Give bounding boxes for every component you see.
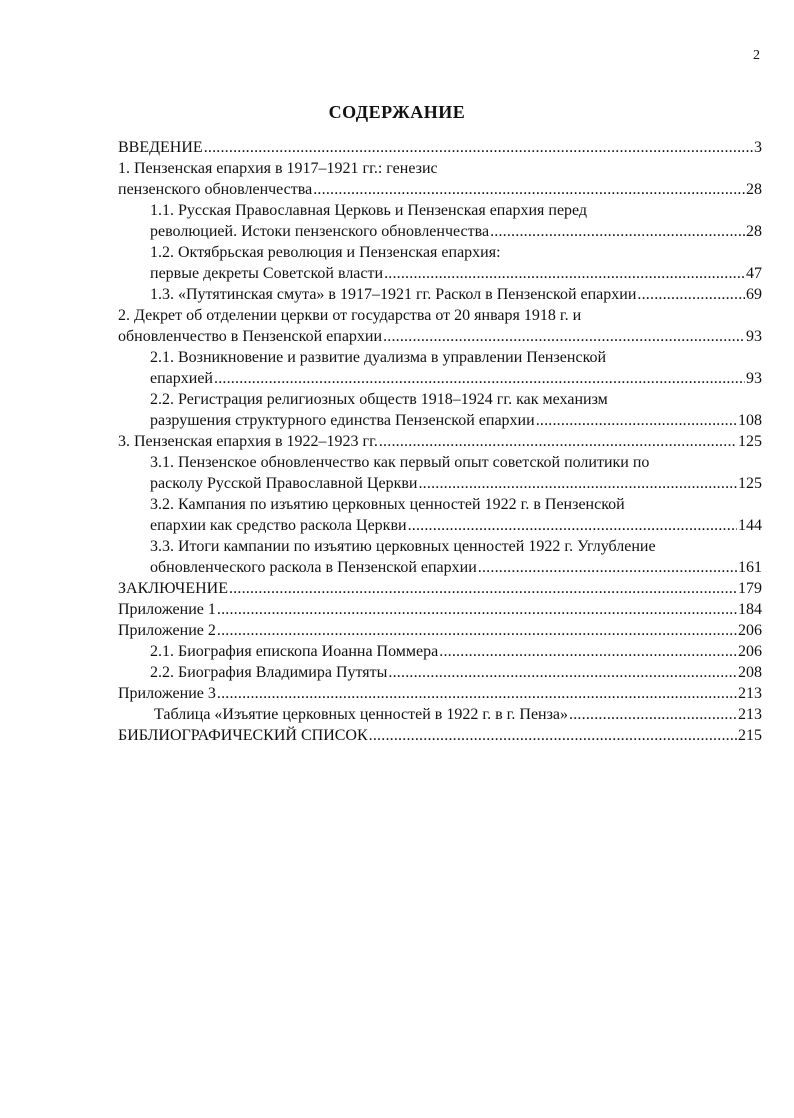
toc-entry-page-number: 93: [746, 370, 762, 387]
toc-entry[interactable]: [118, 725, 762, 746]
dot-leader: [379, 431, 737, 452]
toc-entry-title: Приложение 1: [118, 601, 216, 618]
toc-entry-title-line: 1.1. Русская Православная Церковь и Пензенская епархия перед: [150, 202, 588, 219]
toc-entry[interactable]: [118, 242, 762, 284]
toc-entry-leader-line: [150, 557, 762, 578]
toc-entry-leader-line: [150, 410, 762, 431]
toc-entry-leader-line: [118, 683, 762, 704]
toc-entry-title: обновленческого раскола в Пензенской епархии: [150, 559, 477, 576]
toc-entry-leader-line: [118, 578, 762, 599]
toc-entry-title: ЗАКЛЮЧЕНИЕ: [118, 580, 228, 597]
toc-entry-page-number: 28: [746, 223, 762, 240]
toc-entry[interactable]: [118, 389, 762, 431]
toc-entry-page-number: 184: [738, 601, 762, 618]
toc-entry[interactable]: [118, 200, 762, 242]
toc-entry-title-line: 2. Декрет об отделении церкви от государства от 20 января 1918 г. и: [118, 307, 582, 324]
dot-leader: [369, 725, 737, 746]
toc-entry-page-number: 125: [738, 433, 762, 450]
toc-entry-page-number: 206: [738, 643, 762, 660]
toc-entry-title: Таблица «Изъятие церковных ценностей в 1922 г. в г. Пенза»: [154, 706, 569, 723]
toc-entry-title: Приложение 2: [118, 622, 216, 639]
toc-entry-leader-line: [118, 326, 762, 347]
toc-entry[interactable]: [118, 683, 762, 704]
dot-leader: [418, 473, 737, 494]
toc-entry-title-line: 2.2. Регистрация религиозных обществ 1918–1924 гг. как механизм: [150, 391, 608, 408]
toc-entry-leader-line: [150, 515, 762, 536]
dot-leader: [536, 410, 737, 431]
toc-entry-title: 3. Пензенская епархия в 1922–1923 гг.: [118, 433, 378, 450]
dot-leader: [490, 221, 745, 242]
toc-entry-page-number: 179: [738, 580, 762, 597]
toc-entry-leader-line: [150, 473, 762, 494]
toc-entry-leader-line: [150, 641, 762, 662]
dot-leader: [217, 620, 737, 641]
toc-entry-page-number: 28: [746, 181, 762, 198]
dot-leader: [569, 704, 737, 725]
dot-leader: [217, 683, 737, 704]
toc-entry-title: пензенского обновленчества: [118, 181, 313, 198]
toc-entry[interactable]: [118, 662, 762, 683]
toc-entry[interactable]: [118, 620, 762, 641]
toc-entry-page-number: 125: [738, 475, 762, 492]
dot-leader: [204, 137, 753, 158]
toc-entry-page-number: 69: [746, 286, 762, 303]
toc-entry-leader-line: [150, 221, 762, 242]
toc-entry-leader-line: [118, 725, 762, 746]
toc-entry-page-number: 161: [738, 559, 762, 576]
toc-entry-title-line: 1. Пензенская епархия в 1917–1921 гг.: генезис: [118, 160, 438, 177]
toc-entry-leader-line: [150, 263, 762, 284]
toc-entry-title-line: 1.2. Октябрьская революция и Пензенская епархия:: [150, 244, 501, 261]
toc-entry[interactable]: [118, 158, 762, 200]
toc-entry[interactable]: [118, 578, 762, 599]
toc-entry[interactable]: [118, 641, 762, 662]
toc-entry-title: расколу Русской Православной Церкви: [150, 475, 418, 492]
toc-entry[interactable]: [118, 536, 762, 578]
toc-entry-title: епархии как средство раскола Церкви: [150, 517, 407, 534]
page-title: СОДЕРЖАНИЕ: [328, 102, 466, 122]
toc-entry-title-line: 3.2. Кампания по изъятию церковных ценностей 1922 г. в Пензенской: [150, 496, 625, 513]
toc-entry-leader-line: [150, 284, 762, 305]
toc-entry[interactable]: [118, 284, 762, 305]
toc-entry-title: обновленчество в Пензенской епархии: [118, 328, 383, 345]
dot-leader: [408, 515, 737, 536]
toc-entry-title: разрушения структурного единства Пензенской епархии: [150, 412, 535, 429]
dot-leader: [384, 263, 745, 284]
toc-entry[interactable]: [118, 431, 762, 452]
toc-entry-page-number: 108: [738, 412, 762, 429]
toc-entry-page-number: 206: [738, 622, 762, 639]
toc-entry-title: 2.2. Биография Владимира Путяты: [150, 664, 388, 681]
toc-entry-page-number: 215: [738, 727, 762, 744]
toc-entry-leader-line: [150, 662, 762, 683]
toc-entry-title: епархией: [150, 370, 213, 387]
toc-entry-title: 1.3. «Путятинская смута» в 1917–1921 гг. Раскол в Пензенской епархии: [150, 286, 637, 303]
toc-entry-title: 2.1. Биография епископа Иоанна Поммера: [150, 643, 439, 660]
dot-leader: [439, 641, 737, 662]
toc-entry-leader-line: [118, 620, 762, 641]
dot-leader: [217, 599, 737, 620]
toc-entry-page-number: 213: [738, 685, 762, 702]
toc-entry-leader-line: [118, 431, 762, 452]
toc-entry-title: революцией. Истоки пензенского обновленчества: [150, 223, 490, 240]
toc-entry-page-number: 93: [746, 328, 762, 345]
toc-entry[interactable]: [118, 452, 762, 494]
toc-entry[interactable]: [118, 599, 762, 620]
toc-entry-title: БИБЛИОГРАФИЧЕСКИЙ СПИСОК: [118, 727, 368, 744]
dot-leader: [214, 368, 745, 389]
toc-entry-leader-line: [118, 599, 762, 620]
toc-entry-page-number: 208: [738, 664, 762, 681]
toc-entry-page-number: 213: [738, 706, 762, 723]
toc-entry-title: ВВЕДЕНИЕ: [118, 139, 203, 156]
toc-entry[interactable]: [118, 347, 762, 389]
dot-leader: [637, 284, 745, 305]
toc-entry[interactable]: [118, 494, 762, 536]
toc-entry-page-number: 47: [746, 265, 762, 282]
toc-entry[interactable]: [118, 305, 762, 347]
dot-leader: [388, 662, 737, 683]
toc-entry[interactable]: [118, 704, 762, 725]
dot-leader: [313, 179, 745, 200]
dot-leader: [478, 557, 737, 578]
table-of-contents: [118, 137, 762, 746]
dot-leader: [229, 578, 737, 599]
toc-entry-title: первые декреты Советской власти: [150, 265, 384, 282]
toc-entry-title: Приложение 3: [118, 685, 216, 702]
toc-entry[interactable]: [118, 137, 762, 158]
page-number: 2: [753, 48, 760, 63]
toc-entry-leader-line: [150, 368, 762, 389]
toc-entry-title-line: 3.1. Пензенское обновленчество как первый опыт советской политики по: [150, 454, 650, 471]
toc-entry-page-number: 144: [738, 517, 762, 534]
dot-leader: [383, 326, 745, 347]
toc-entry-title-line: 2.1. Возникновение и развитие дуализма в управлении Пензенской: [150, 349, 607, 366]
toc-entry-page-number: 3: [754, 139, 762, 156]
toc-entry-leader-line: [118, 137, 762, 158]
toc-entry-leader-line: [118, 179, 762, 200]
toc-entry-title-line: 3.3. Итоги кампании по изъятию церковных ценностей 1922 г. Углубление: [150, 538, 656, 555]
toc-entry-leader-line: [154, 704, 762, 725]
